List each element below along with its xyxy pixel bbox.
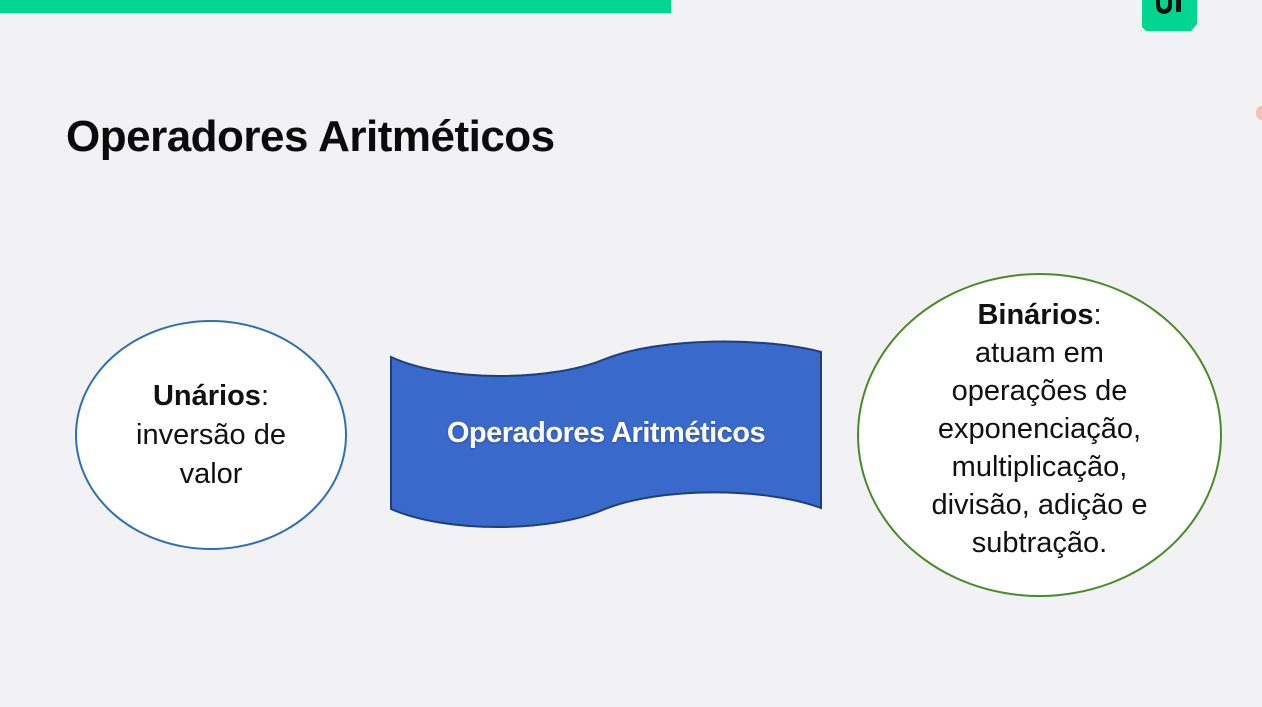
- top-accent-bar: [0, 0, 671, 13]
- slide-title: Operadores Aritméticos: [66, 112, 555, 161]
- binary-line: operações de: [951, 375, 1128, 407]
- binary-line: divisão, adição e: [931, 489, 1148, 521]
- binary-separator: :: [1093, 299, 1102, 331]
- binary-line: exponenciação,: [937, 413, 1142, 445]
- banner-label: Operadores Aritméticos: [446, 416, 766, 449]
- binary-line: subtração.: [971, 527, 1108, 559]
- unary-line: valor: [179, 457, 243, 490]
- unary-heading: Unários: [152, 379, 261, 412]
- binary-operators-node: [857, 273, 1222, 597]
- brand-logo-icon: [1142, 0, 1197, 31]
- unary-operators-node: [75, 320, 347, 550]
- binary-heading: Binários: [977, 299, 1094, 331]
- unary-operators-text: [136, 377, 286, 494]
- unary-line: inversão de: [136, 418, 286, 451]
- center-banner: [390, 337, 822, 529]
- binary-line: atuam em: [975, 337, 1104, 369]
- unary-separator: :: [260, 379, 270, 412]
- binary-line: multiplicação,: [951, 451, 1128, 483]
- binary-operators-text: [931, 296, 1147, 562]
- edge-decoration: [1256, 106, 1262, 120]
